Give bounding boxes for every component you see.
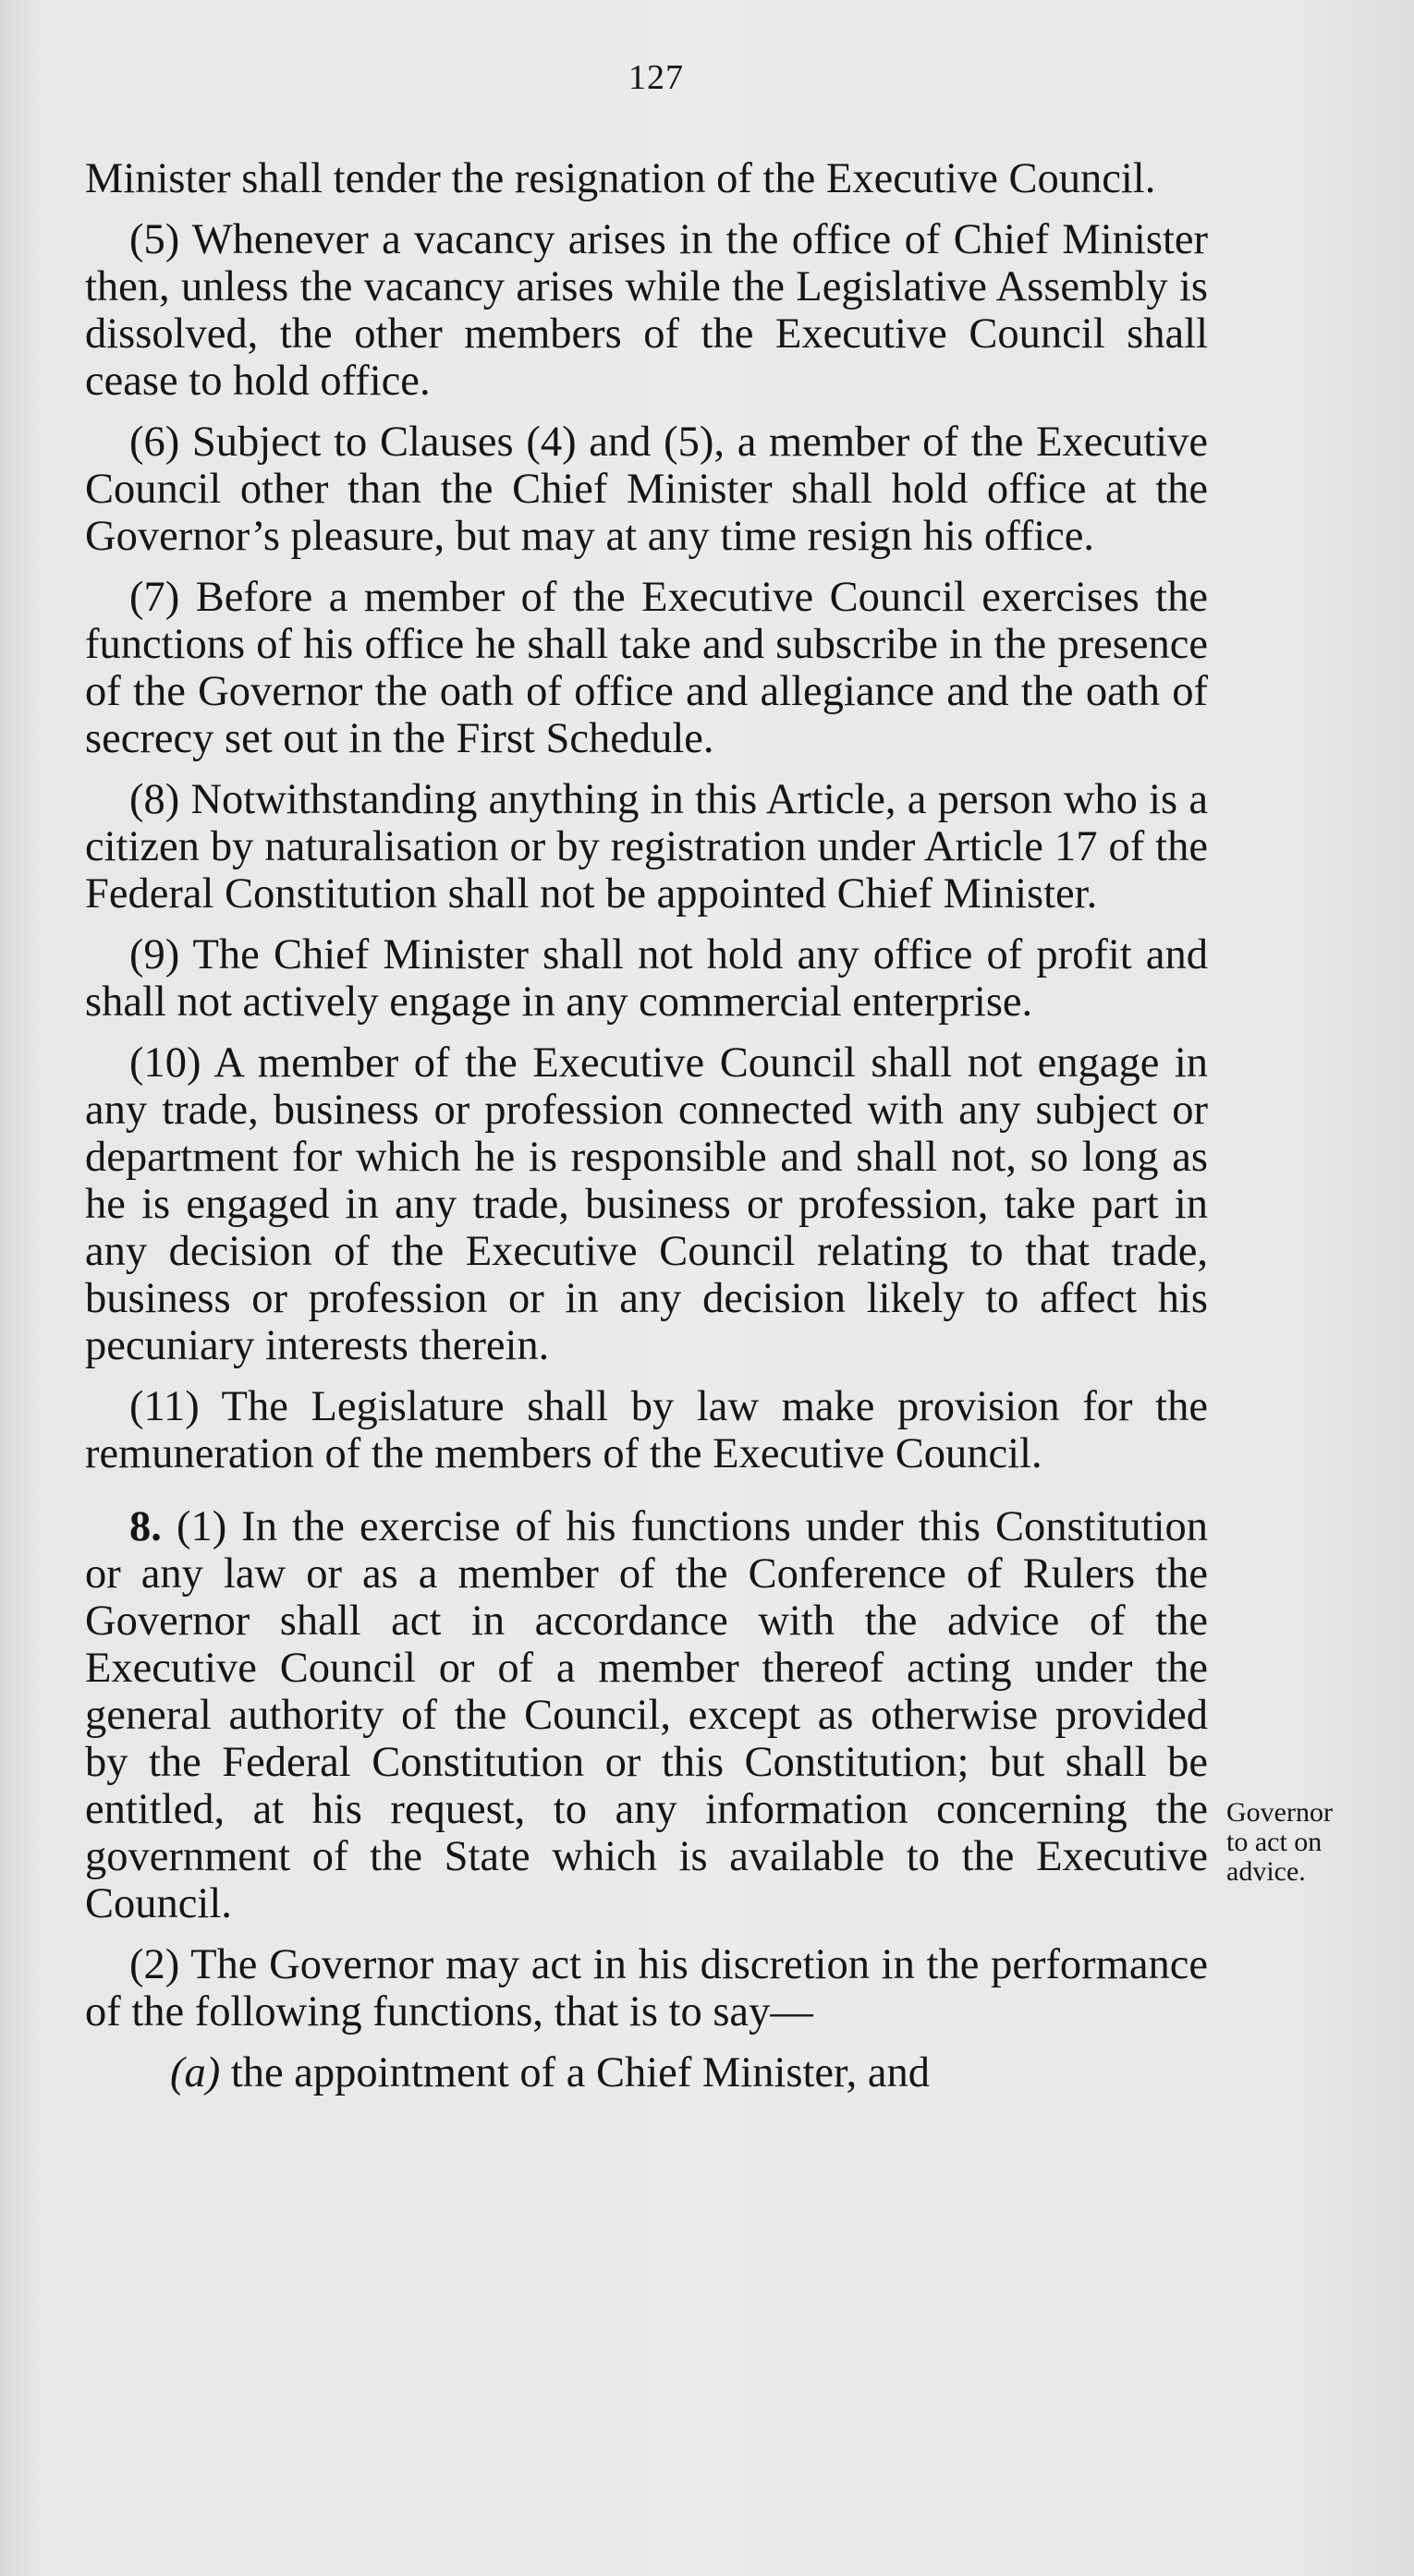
page-number: 127 <box>628 58 684 97</box>
marginal-note-line: Governor <box>1226 1797 1333 1828</box>
clause-8: (8) Notwithstanding anything in this Article, a person who is a citizen by naturalisation or by registration under Article 17 of the Federal Constitution shall not be appointed Chief Minister. <box>85 776 1208 917</box>
item-label: (a) <box>170 2049 221 2096</box>
paragraph-continuation: Minister shall tender the resignation of the Executive Council. <box>85 155 1156 202</box>
marginal-note-line: to act on <box>1226 1827 1323 1857</box>
article-8-clause-1 <box>85 1503 1208 1927</box>
article-8-clause-2: (2) The Governor may act in his discretion in the performance of the following functions, that is to say— <box>85 1941 1208 2035</box>
clause-5: (5) Whenever a vacancy arises in the office of Chief Minister then, unless the vacancy arises while the Legislative Assembly is dissolved, the other members of the Executive Council shall cease to hold office. <box>85 216 1208 405</box>
marginal-note <box>1226 1798 1384 1887</box>
clause-7: (7) Before a member of the Executive Council exercises the functions of his office he shall take and subscribe in the presence of the Governor the oath of office and allegiance and the oath of secrecy set out in the First Schedule. <box>85 574 1208 762</box>
clause-9: (9) The Chief Minister shall not hold any office of profit and shall not actively engage in any commercial enterprise. <box>85 931 1208 1026</box>
article-number: 8. <box>129 1503 162 1550</box>
body-text <box>85 155 1208 2110</box>
clause-6: (6) Subject to Clauses (4) and (5), a member of the Executive Council other than the Chief Minister shall hold office at the Governor’s pleasure, but may at any time resign his office. <box>85 419 1208 560</box>
marginal-note-line: advice. <box>1226 1856 1306 1887</box>
article-8-clause-1-text: (1) In the exercise of his functions under this Constitution or any law or as a member of the Conference of Rulers the Governor shall act in accordance with the advice of the Executive Council or of a member thereof acting under the general authority of the Council, except as otherwise provided by the Federal Constitution or this Constitution; but shall be entitled, at his request, to any information concerning the government of the State which is available to the Executive Council. <box>85 1503 1208 1927</box>
article-8-item-a <box>85 2049 1208 2096</box>
clause-10: (10) A member of the Executive Council shall not engage in any trade, business or profession connected with any subject or department for which he is responsible and shall not, so long as he is engaged in any trade, business or profession, take part in any decision of the Executive Council relating to that trade, business or profession or in any decision likely to affect his pecuniary interests therein. <box>85 1039 1208 1369</box>
clause-11: (11) The Legislature shall by law make provision for the remuneration of the members of the Executive Council. <box>85 1383 1208 1477</box>
item-text: the appointment of a Chief Minister, and <box>220 2049 931 2096</box>
